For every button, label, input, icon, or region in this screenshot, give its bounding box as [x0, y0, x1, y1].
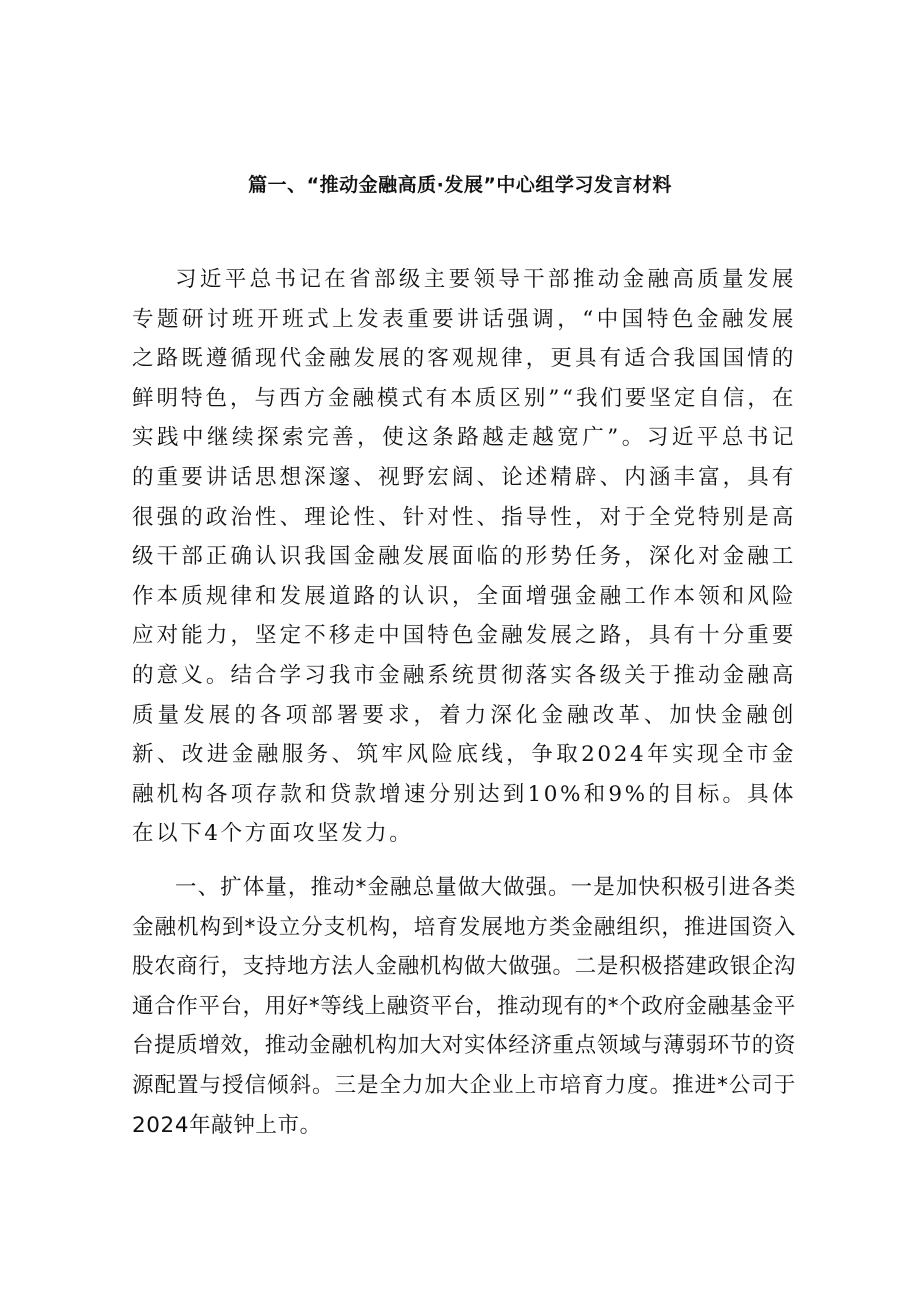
body-paragraph-section-one: 一、扩体量，推动*金融总量做大做强。一是加快积极引进各类金融机构到*设立分支机构，培育发展地方类金融组织，推进国资入股农商行，支持地方法人金融机构做大做强。二是积极搭建政银企沟通合作平台，用好*等线上融资平台，推动现有的*个政府金融基金平台提质增效，推动金融机构加大对实体经济重点领域与薄弱环节的资源配置与授信倾斜。三是全力加大企业上市培育力度。推进*公司于2024年敲钟上市。: [132, 875, 796, 1138]
body-paragraph-intro: 习近平总书记在省部级主要领导干部推动金融高质量发展专题研讨班开班式上发表重要讲话强调，“中国特色金融发展之路既遵循现代金融发展的客观规律，更具有适合我国国情的鲜明特色，与西方金融模式有本质区别”“我们要坚定自信，在实践中继续探索完善，使这条路越走越宽广”。习近平总书记的重要讲话思想深邃、视野宏阔、论述精辟、内涵丰富，具有很强的政治性、理论性、针对性、指导性，对于全党特别是高级干部正确认识我国金融发展面临的形势任务，深化对金融工作本质规律和发展道路的认识，全面增强金融工作本领和风险应对能力，坚定不移走中国特色金融发展之路，具有十分重要的意义。结合学习我市金融系统贯彻落实各级关于推动金融高质量发展的各项部署要求，着力深化金融改革、加快金融创新、改进金融服务、筑牢风险底线，争取2024年实现全市金融机构各项存款和贷款增速分别达到10%和9%的目标。具体在以下4个方面攻坚发力。: [132, 267, 796, 847]
document-title: 篇一、“推动金融高质·发展”中心组学习发言材料: [248, 174, 672, 196]
